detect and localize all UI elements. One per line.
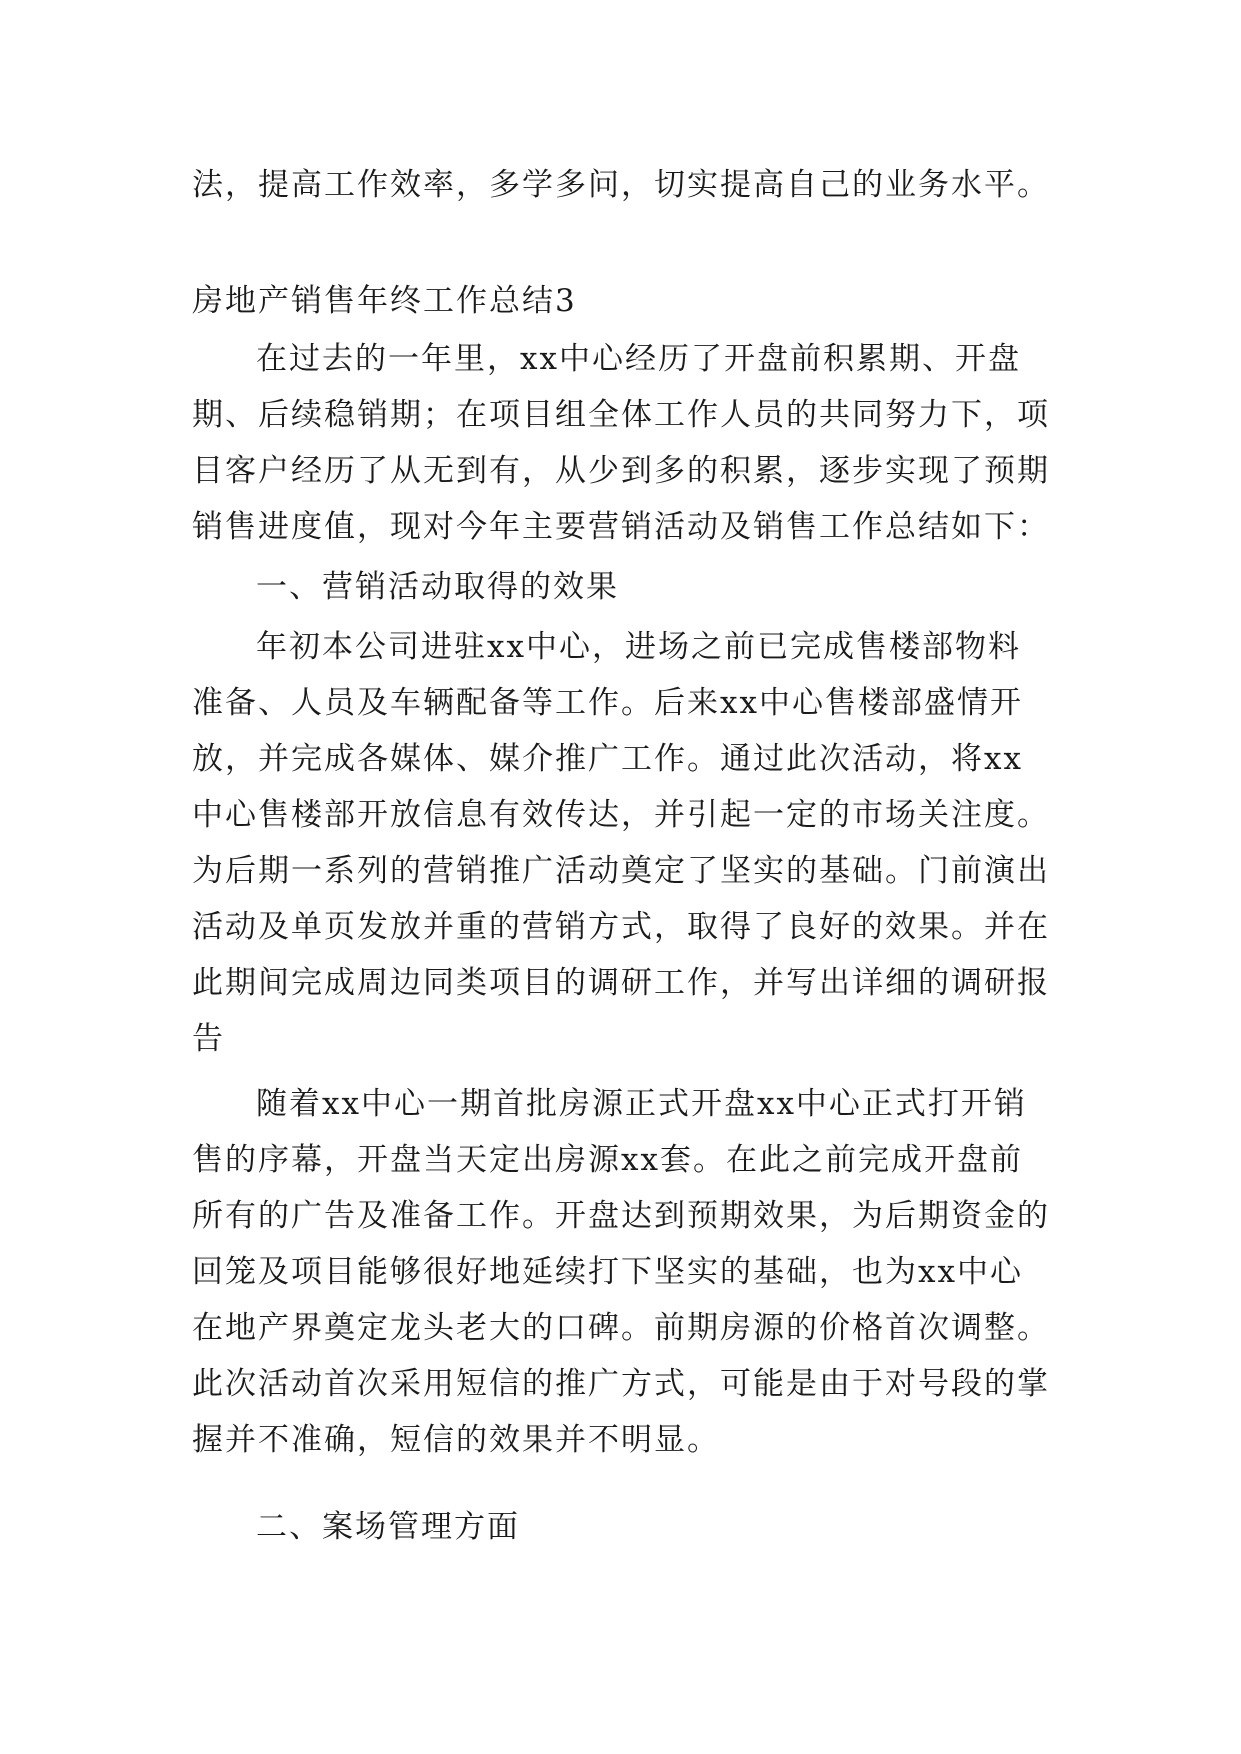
section-title: 房地产销售年终工作总结3	[192, 283, 577, 319]
paragraph-marketing-activities: 年初本公司进驻xx中心，进场之前已完成售楼部物料准备、人员及车辆配备等工作。后来xx中心售楼部盛情开放，并完成各媒体、媒介推广工作。通过此次活动，将xx中心售楼部开放信息有效传达，并引起一定的市场关注度。为后期一系列的营销推广活动奠定了坚实的基础。门前演出活动及单页发放并重的营销方式，取得了良好的效果。并在此期间完成周边同类项目的调研工作，并写出详细的调研报告	[192, 629, 1050, 1057]
heading-site-management: 二、案场管理方面	[256, 1509, 520, 1545]
paragraph-opening-sales: 随着xx中心一期首批房源正式开盘xx中心正式打开销售的序幕，开盘当天定出房源xx套。在此之前完成开盘前所有的广告及准备工作。开盘达到预期效果，为后期资金的回笼及项目能够很好地延续打下坚实的基础，也为xx中心在地产界奠定龙头老大的口碑。前期房源的价格首次调整。此次活动首次采用短信的推广方式，可能是由于对号段的掌握并不准确，短信的效果并不明显。	[192, 1086, 1050, 1458]
heading-marketing-results: 一、营销活动取得的效果	[256, 569, 619, 605]
paragraph-continuation: 法，提高工作效率，多学多问，切实提高自己的业务水平。	[192, 167, 1050, 203]
paragraph-intro: 在过去的一年里，xx中心经历了开盘前积累期、开盘期、后续稳销期；在项目组全体工作人员的共同努力下，项目客户经历了从无到有，从少到多的积累，逐步实现了预期销售进度值，现对今年主要营销活动及销售工作总结如下：	[192, 341, 1050, 545]
